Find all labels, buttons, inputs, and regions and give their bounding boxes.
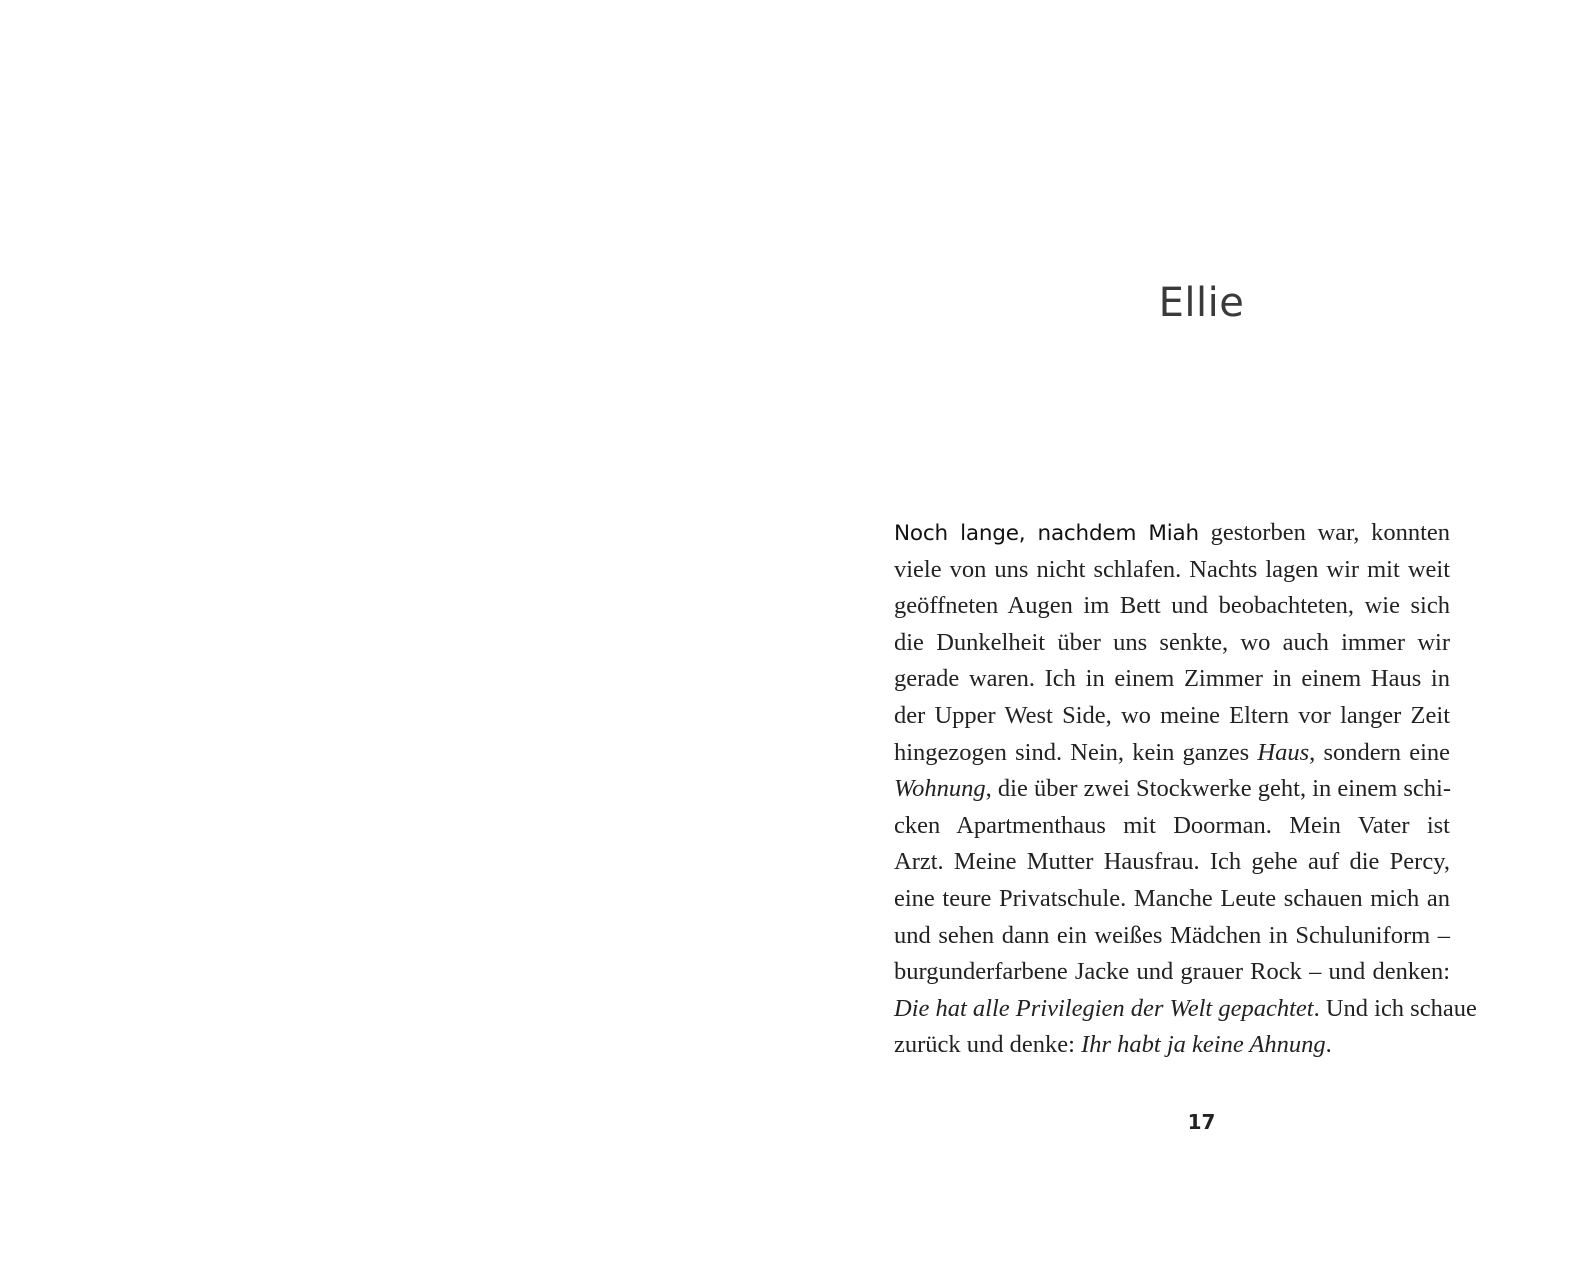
lead-in: Noch lange, nachdem Miah — [894, 521, 1199, 546]
text-line-11: eine teure Privatschule. Manche Leute schauen mich an — [894, 884, 1450, 912]
italic-emphasis: Haus — [1257, 738, 1310, 766]
text-line-3: geöffneten Augen im Bett und beobachteten, wie sich — [894, 592, 1450, 620]
text-line-12: und sehen dann ein weißes Mädchen in Schuluniform – — [894, 921, 1450, 949]
text-line-10: Arzt. Meine Mutter Hausfrau. Ich gehe auf die Percy, — [894, 848, 1450, 876]
text-line-4: die Dunkelheit über uns senkte, wo auch immer wir — [894, 628, 1450, 656]
body-paragraph — [894, 515, 1477, 1064]
italic-emphasis: Die hat alle Privilegien der Welt gepachtet — [894, 994, 1314, 1022]
page-number: 17 — [1187, 1110, 1216, 1134]
text-line-7: hingezogen sind. Nein, kein ganzes Haus, sondern eine — [894, 738, 1451, 766]
text-line-13: burgunderfarbene Jacke und grauer Rock – und denken: — [894, 958, 1450, 986]
text-line-14: Die hat alle Privilegien der Welt gepachtet. Und ich schaue — [894, 994, 1477, 1022]
italic-emphasis: Ihr habt ja keine Ahnung — [1081, 1031, 1326, 1059]
chapter-title: Ellie — [1158, 280, 1245, 326]
text-line-8: Wohnung, die über zwei Stockwerke geht, in einem schi- — [894, 775, 1452, 803]
text-line-2: viele von uns nicht schlafen. Nachts lagen wir mit weit — [894, 555, 1450, 583]
text-line-15: zurück und denke: Ihr habt ja keine Ahnung. — [894, 1031, 1332, 1059]
italic-emphasis: Wohnung — [894, 775, 986, 803]
text-line-9: cken Apartmenthaus mit Doorman. Mein Vater ist — [894, 811, 1450, 839]
text-line-6: der Upper West Side, wo meine Eltern vor langer Zeit — [894, 701, 1450, 729]
text-line-1: Noch lange, nachdem Miah gestorben war, konnten — [894, 519, 1450, 546]
text-line-5: gerade waren. Ich in einem Zimmer in einem Haus in — [894, 665, 1450, 693]
right-page — [797, 0, 1594, 1270]
